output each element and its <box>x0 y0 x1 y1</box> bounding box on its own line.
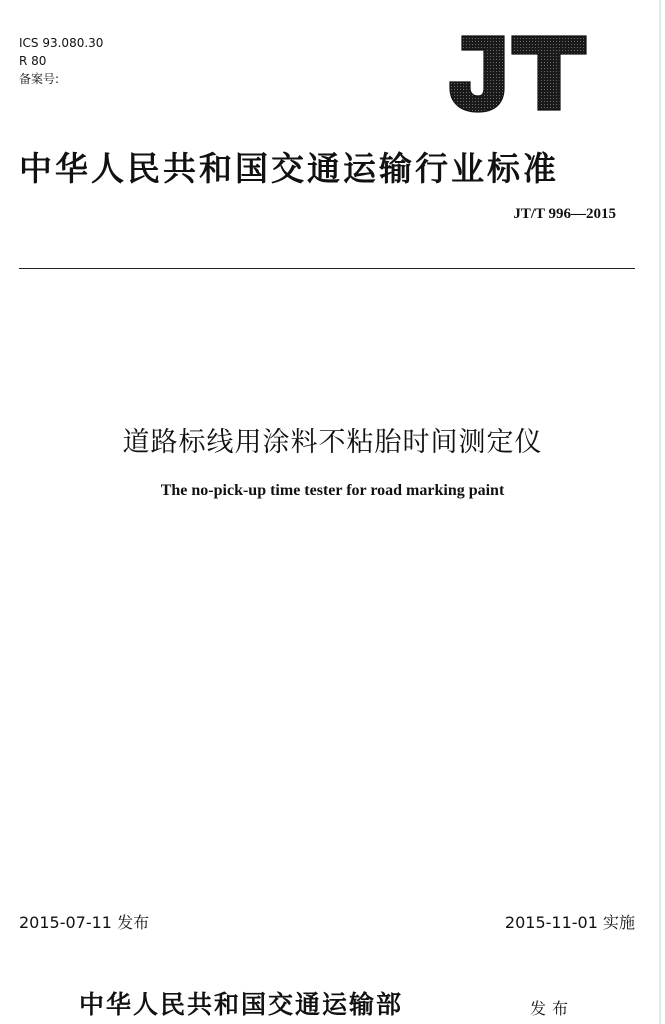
standard-metadata <box>19 34 103 88</box>
category-code: R 80 <box>19 54 47 68</box>
publisher-name: 中华人民共和国交通运输部 <box>79 990 404 1019</box>
document-subtitle-english: The no-pick-up time tester for road marking paint <box>160 482 505 499</box>
filing-number-label: 备案号: <box>19 72 60 86</box>
header-divider <box>19 268 635 269</box>
implementation-date: 2015-11-01 实施 <box>504 913 635 932</box>
ics-number: ICS 93.080.30 <box>19 36 104 50</box>
issue-date: 2015-07-11 发布 <box>19 913 150 932</box>
industry-standard-title: 中华人民共和国交通运输行业标准 <box>19 149 559 188</box>
jt-logo <box>448 32 588 114</box>
publisher-suffix: 发布 <box>530 999 575 1018</box>
standard-code: JT/T 996—2015 <box>513 206 616 222</box>
document-title: 道路标线用涂料不粘胎时间测定仪 <box>122 427 543 458</box>
page-edge <box>659 0 661 1024</box>
